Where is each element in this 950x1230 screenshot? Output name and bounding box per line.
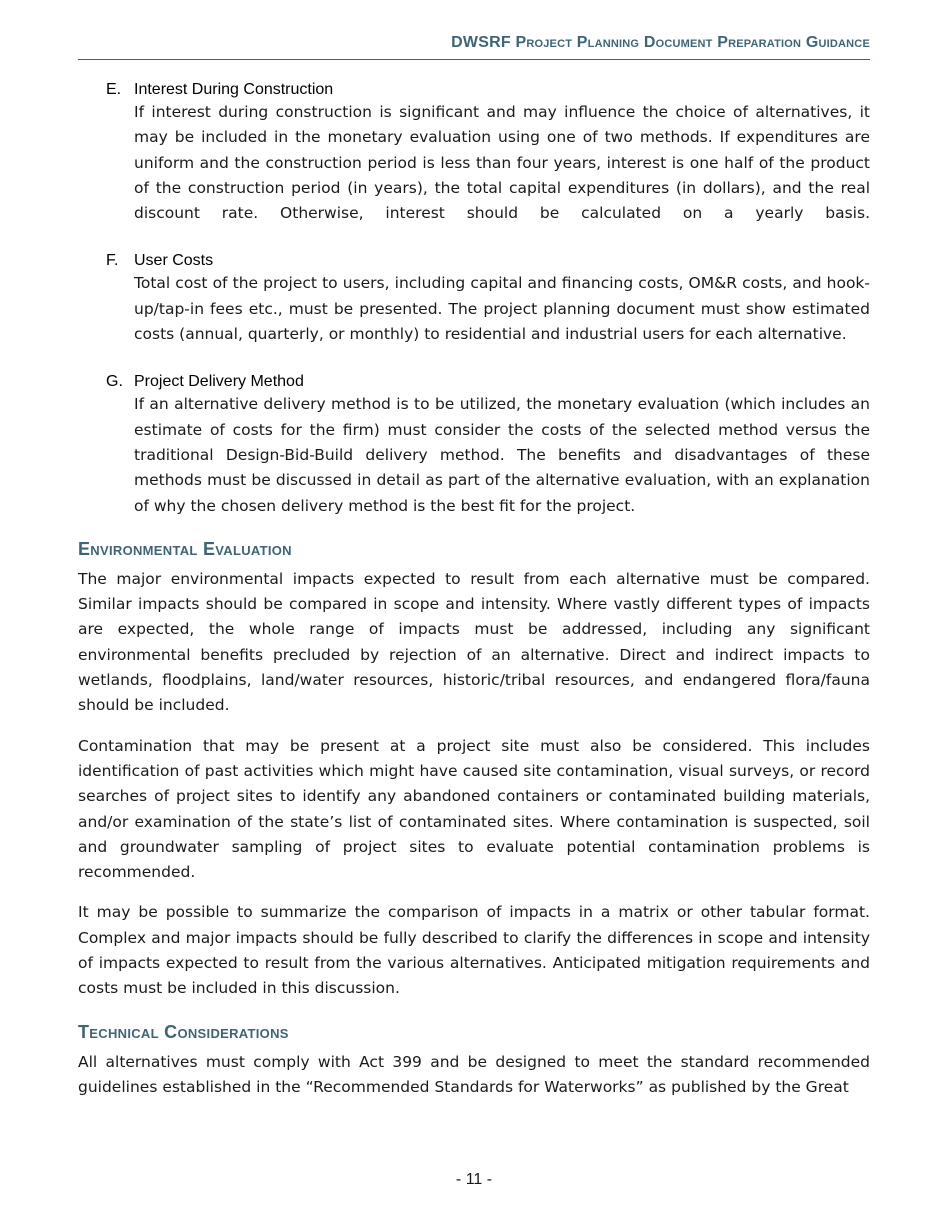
paragraph: All alternatives must comply with Act 399 and be designed to meet the standard recommended guidelines established in the “Recommended Standards for Waterworks” as published by the Great	[78, 1052, 870, 1096]
item-letter: E.	[106, 81, 122, 98]
section-heading-technical-considerations: Technical Considerations	[78, 1021, 289, 1042]
running-header: DWSRF Project Planning Document Preparation Guidance	[451, 34, 870, 51]
item-body: Total cost of the project to users, including capital and financing costs, OM&R costs, and hook-up/tap-in fees etc., must be presented. The project planning document must show estimated costs (annual, quarterly, or monthly) to residential and industrial users for each alternative.	[134, 274, 870, 344]
list-item-user-costs	[106, 250, 870, 347]
paragraph: Contamination that may be present at a project site must also be considered. This includes identification of past activities which might have caused site contamination, visual surveys, or record searches of project sites to identify any abandoned containers or contaminated building materials, and/or examination of the state’s list of contaminated sites. Where contamination is suspected, soil and groundwater sampling of project sites to evaluate potential contamination problems is recommended.	[78, 736, 870, 882]
item-body: If an alternative delivery method is to be utilized, the monetary evaluation (which includes an estimate of costs for the firm) must consider the costs of the selected method versus the traditional Design-Bid-Build delivery method. The benefits and disadvantages of these methods must be discussed in detail as part of the alternative evaluation, with an explanation of why the chosen delivery method is the best fit for the project.	[134, 395, 870, 515]
item-title: Project Delivery Method	[134, 373, 304, 391]
item-title: User Costs	[134, 252, 214, 270]
item-body: If interest during construction is significant and may influence the choice of alternatives, it may be included in the monetary evaluation using one of two methods. If expenditures are uniform and the construction period is less than four years, interest is one half of the product of the construction period (in years), the total capital expenditures (in dollars), and the real discount rate. Otherwise, interest should be calculated on a yearly basis.	[134, 103, 870, 223]
item-letter: F.	[106, 252, 119, 270]
list-item-project-delivery-method	[106, 371, 870, 518]
item-title: Interest During Construction	[134, 81, 334, 98]
item-heading	[106, 371, 870, 392]
item-heading	[106, 79, 870, 100]
item-heading	[106, 250, 870, 271]
page-number: - 11 -	[455, 1171, 493, 1188]
page-content	[78, 79, 870, 1115]
list-item-interest-during-construction	[106, 79, 870, 226]
item-letter: G.	[106, 373, 123, 391]
paragraph: The major environmental impacts expected to result from each alternative must be compared. Similar impacts should be compared in scope and intensity. Where vastly different types of impacts are expected, the whole range of impacts must be addressed, including any significant environmental benefits precluded by rejection of an alternative. Direct and indirect impacts to wetlands, floodplains, land/water resources, historic/tribal resources, and endangered flora/fauna should be included.	[78, 569, 870, 715]
header-rule	[78, 59, 870, 60]
paragraph: It may be possible to summarize the comparison of impacts in a matrix or other tabular format. Complex and major impacts should be fully described to clarify the differences in scope and intensity of impacts expected to result from the various alternatives. Anticipated mitigation requirements and costs must be included in this discussion.	[78, 903, 870, 998]
section-heading-environmental-evaluation: Environmental Evaluation	[78, 538, 292, 559]
